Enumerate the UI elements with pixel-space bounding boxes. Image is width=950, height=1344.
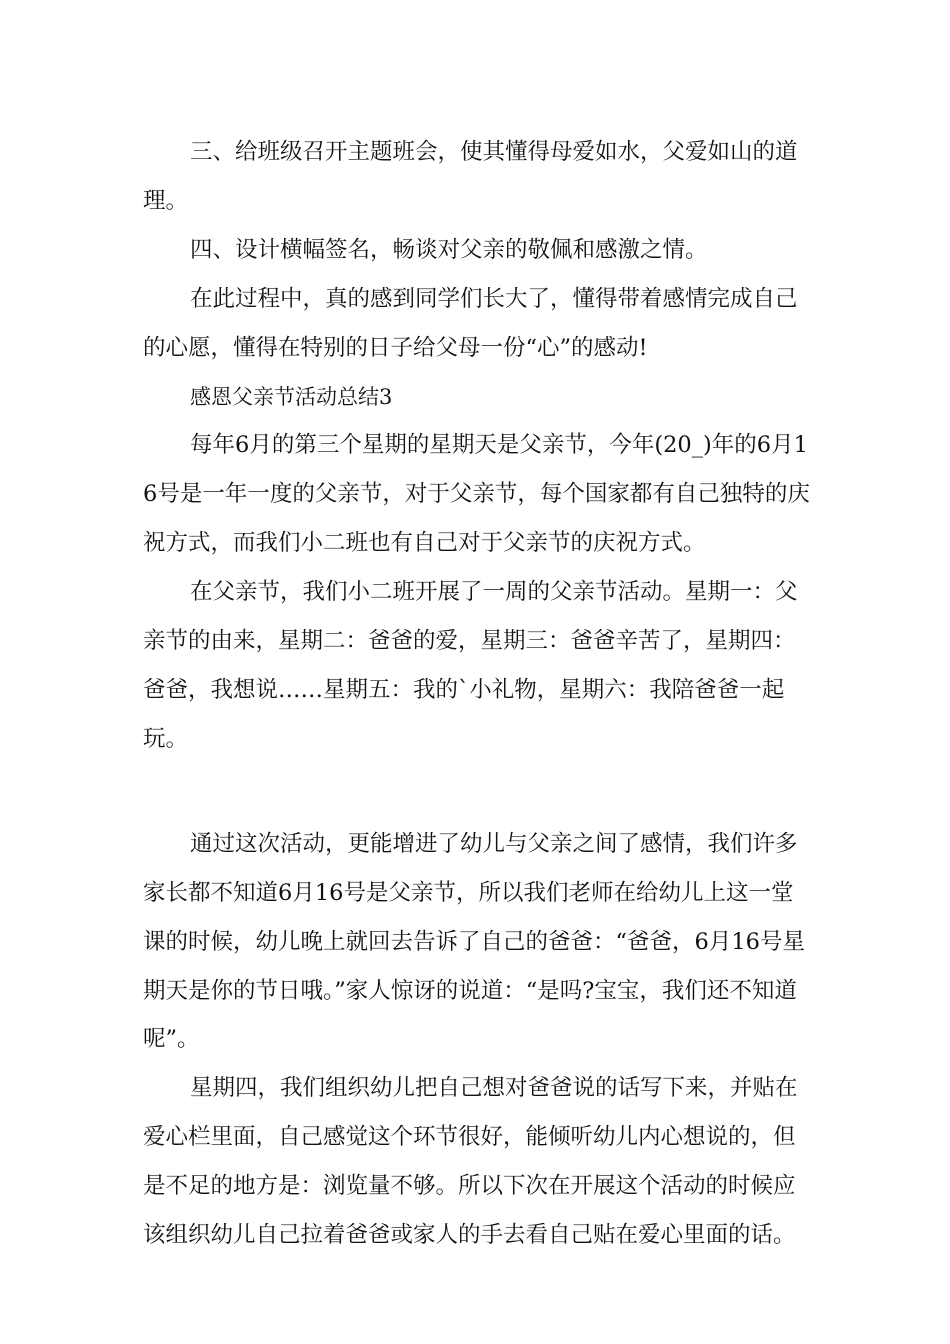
paragraph-activity-effect: 通过这次活动，更能增进了幼儿与父亲之间了感情，我们许多家长都不知道6月16号是父亲节，所以我们老师在给幼儿上这一堂课的时候，幼儿晚上就回去告诉了自己的爸爸：“爸爸，6月16号星期天是你的节日哦。”家人惊讶的说道：“是吗?宝宝，我们还不知道呢”。	[143, 830, 805, 1053]
blank-line	[143, 764, 811, 820]
paragraph-class-meeting: 三、给班级召开主题班会，使其懂得母爱如水，父爱如山的道理。	[143, 139, 798, 214]
paragraph-thursday-reflection: 星期四，我们组织幼儿把自己想对爸爸说的话写下来，并贴在爱心栏里面，自己感觉这个环节很好，能倾听幼儿内心想说的，但是不足的地方是：浏览量不够。所以下次在开展这个活动的时候应该组织幼儿自己拉着爸爸或家人的手去看自己贴在爱心里面的话。	[143, 1075, 798, 1249]
paragraph-weekly-activities: 在父亲节，我们小二班开展了一周的父亲节活动。星期一：父亲节的由来，星期二：爸爸的爱，星期三：爸爸辛苦了，星期四：爸爸，我想说……星期五：我的`小礼物，星期六：我陪爸爸一起玩。	[143, 579, 798, 752]
paragraph-banner-signature: 四、设计横幅签名，畅谈对父亲的敬佩和感激之情。	[190, 236, 708, 263]
document-body	[143, 128, 811, 1260]
paragraph-fathers-day-intro: 每年6月的第三个星期的星期天是父亲节，今年(20_)年的6月16号是一年一度的父亲节，对于父亲节，每个国家都有自己独特的庆祝方式，而我们小二班也有自己对于父亲节的庆祝方式。	[143, 432, 810, 557]
section-heading: 感恩父亲节活动总结3	[190, 384, 393, 409]
paragraph-process-reflection: 在此过程中，真的感到同学们长大了，懂得带着感情完成自己的心愿，懂得在特别的日子给父母一份“心”的感动!	[143, 285, 798, 361]
